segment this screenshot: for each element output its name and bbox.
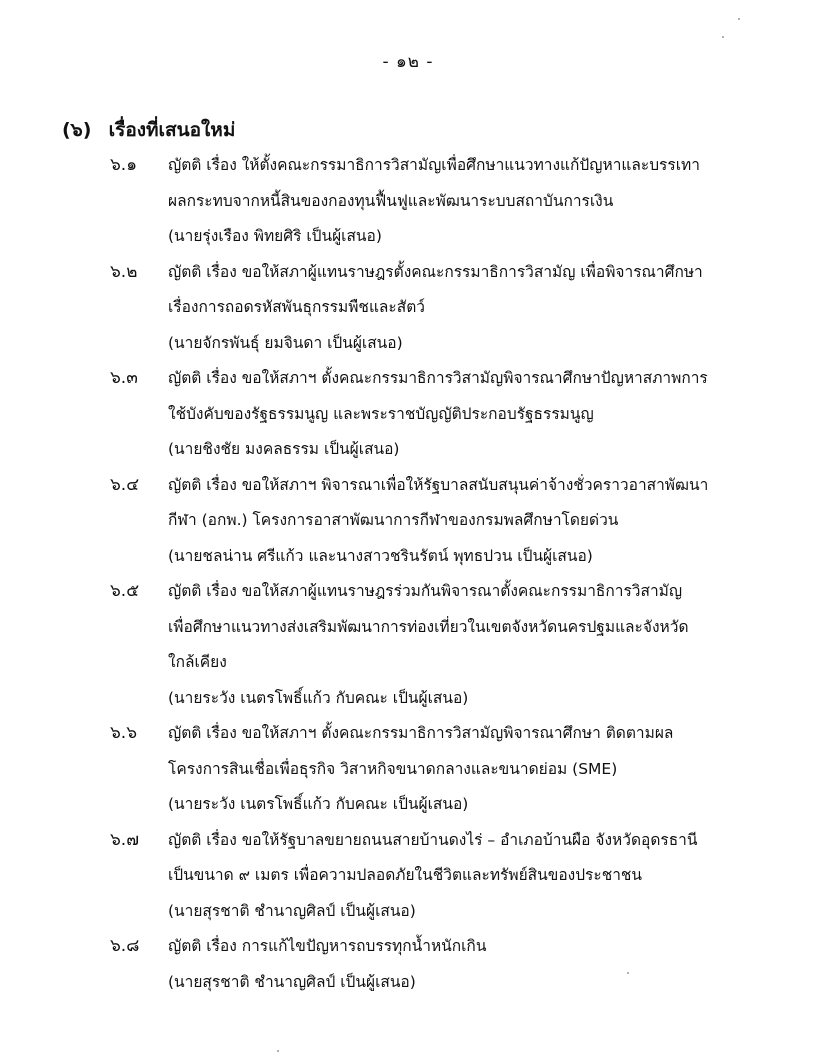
motion-text-line: ญัตติ เรื่อง ขอให้สภาผู้แทนราษฎรตั้งคณะกรรมาธิการวิสามัญ เพื่อพิจารณาศึกษา xyxy=(168,262,703,281)
motion-text-line: กีฬา (อกพ.) โครงการอาสาพัฒนาการกีฬาของกรมพลศึกษาโดยด่วน xyxy=(168,511,619,529)
motion-text-line: ญัตติ เรื่อง ขอให้สภาฯ พิจารณาเพื่อให้รัฐบาลสนับสนุนค่าจ้างชั่วคราวอาสาพัฒนา xyxy=(168,475,709,494)
motion-body xyxy=(168,361,768,468)
motion-text-line: ญัตติ เรื่อง ขอให้สภาผู้แทนราษฎรร่วมกันพิจารณาตั้งคณะกรรมาธิการวิสามัญ xyxy=(168,582,683,600)
motion-text-line: ใกล้เคียง xyxy=(168,653,227,671)
motion-number: ๖.๔ xyxy=(110,474,140,495)
motion-number: ๖.๕ xyxy=(110,581,140,601)
motion-item xyxy=(0,468,816,575)
motion-proposer: (นายจักรพันธุ์ ยมจินดา เป็นผู้เสนอ) xyxy=(168,333,403,352)
motion-item xyxy=(0,255,816,362)
motion-number: ๖.๓ xyxy=(110,368,138,388)
motion-proposer: (นายสุรชาติ ชำนาญศิลป์ เป็นผู้เสนอ) xyxy=(168,901,416,920)
motion-body xyxy=(168,255,768,362)
motion-proposer: (นายสุรชาติ ชำนาญศิลป์ เป็นผู้เสนอ) xyxy=(168,972,416,991)
motion-text-line: เรื่องการถอดรหัสพันธุกรรมพืชและสัตว์ xyxy=(168,298,425,316)
motion-text-line: ญัตติ เรื่อง ให้ตั้งคณะกรรมาธิการวิสามัญเพื่อศึกษาแนวทางแก้ปัญหาและบรรเทา xyxy=(168,156,700,174)
section-title: เรื่องที่เสนอใหม่ xyxy=(108,119,236,141)
motion-body xyxy=(168,148,768,255)
motion-list xyxy=(0,148,816,1000)
motion-body xyxy=(168,929,768,1000)
motion-item xyxy=(0,823,816,930)
motion-text-line: ญัตติ เรื่อง ขอให้สภาฯ ตั้งคณะกรรมาธิการวิสามัญพิจารณาศึกษาปัญหาสภาพการ xyxy=(168,369,708,387)
motion-number: ๖.๒ xyxy=(110,261,138,282)
section-heading xyxy=(62,115,235,145)
motion-text-line: ญัตติ เรื่อง ขอให้รัฐบาลขยายถนนสายบ้านดงไร่ – อำเภอบ้านผือ จังหวัดอุดรธานี xyxy=(168,830,698,849)
motion-text-line: ใช้บังคับของรัฐธรรมนูญ และพระราชบัญญัติประกอบรัฐธรรมนูญ xyxy=(168,404,594,423)
page-number: - ๑๒ - xyxy=(382,52,434,72)
motion-text-line: เป็นขนาด ๙ เมตร เพื่อความปลอดภัยในชีวิตและทรัพย์สินของประชาชน xyxy=(168,866,643,884)
motion-item xyxy=(0,929,816,1000)
motion-item xyxy=(0,716,816,823)
motion-number: ๖.๑ xyxy=(110,155,137,175)
motion-number: ๖.๘ xyxy=(110,936,140,956)
motion-number: ๖.๖ xyxy=(110,723,137,743)
motion-body xyxy=(168,574,768,716)
motion-item xyxy=(0,148,816,255)
motion-text-line: ญัตติ เรื่อง ขอให้สภาฯ ตั้งคณะกรรมาธิการวิสามัญพิจารณาศึกษา ติดตามผล xyxy=(168,724,674,742)
motion-text-line: ญัตติ เรื่อง การแก้ไขปัญหารถบรรทุกน้ำหนักเกิน xyxy=(168,937,487,955)
motion-item xyxy=(0,574,816,716)
motion-proposer: (นายระวัง เนตรโพธิ์แก้ว กับคณะ เป็นผู้เสนอ) xyxy=(168,795,469,813)
motion-text-line: โครงการสินเชื่อเพื่อธุรกิจ วิสาหกิจขนาดกลางและขนาดย่อม (SME) xyxy=(168,759,618,778)
motion-text-line: เพื่อศึกษาแนวทางส่งเสริมพัฒนาการท่องเที่ยวในเขตจังหวัดนครปฐมและจังหวัด xyxy=(168,617,689,636)
motion-proposer: (นายรุ่งเรือง พิทยศิริ เป็นผู้เสนอ) xyxy=(168,227,382,245)
motion-body xyxy=(168,716,768,823)
motion-proposer: (นายชลน่าน ศรีแก้ว และนางสาวชรินรัตน์ พุทธปวน เป็นผู้เสนอ) xyxy=(168,546,593,565)
section-number: (๖) xyxy=(62,119,92,141)
motion-item xyxy=(0,361,816,468)
motion-number: ๖.๗ xyxy=(110,829,139,850)
motion-body xyxy=(168,823,768,930)
motion-proposer: (นายชิงชัย มงคลธรรม เป็นผู้เสนอ) xyxy=(168,440,400,458)
motion-text-line: ผลกระทบจากหนี้สินของกองทุนฟื้นฟูและพัฒนาระบบสถาบันการเงิน xyxy=(168,191,614,210)
motion-body xyxy=(168,468,768,575)
motion-proposer: (นายระวัง เนตรโพธิ์แก้ว กับคณะ เป็นผู้เสนอ) xyxy=(168,688,469,707)
